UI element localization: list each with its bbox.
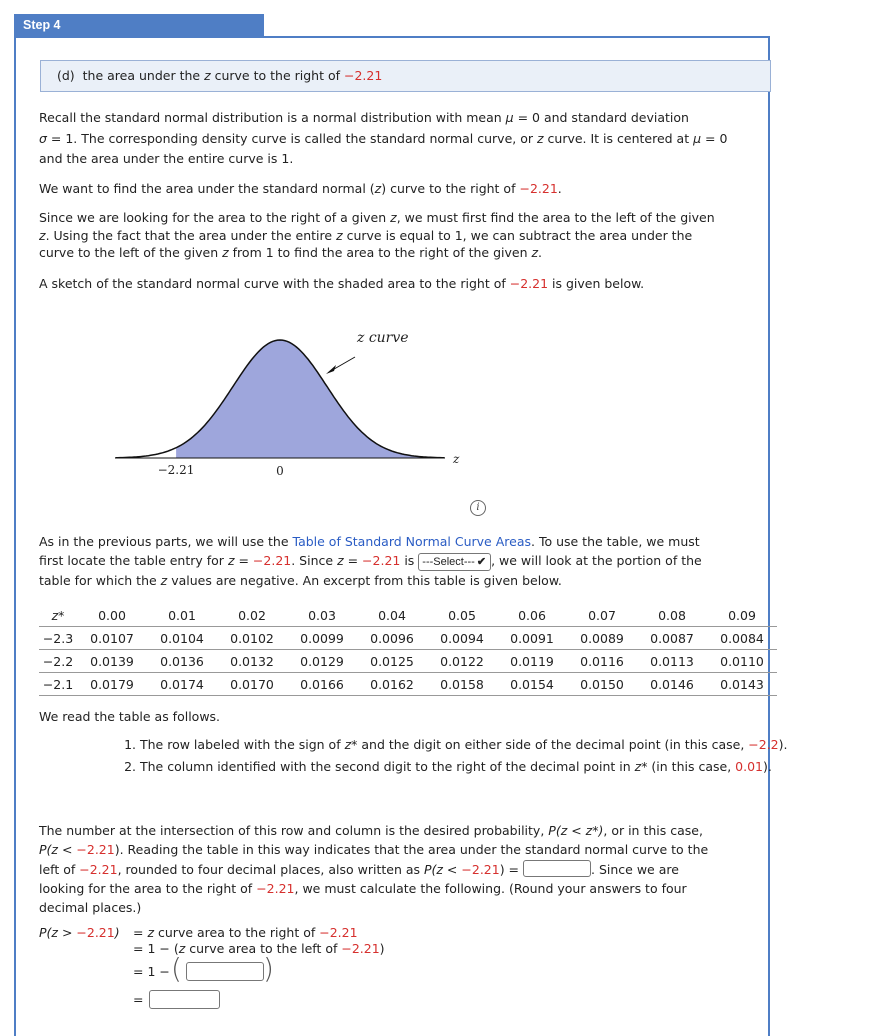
table-header-cell: 0.01 xyxy=(147,604,217,627)
step-text: (in this case, xyxy=(647,758,736,774)
table-cell: 0.0107 xyxy=(77,627,147,650)
table-row xyxy=(39,627,777,650)
table-cell: 0.0102 xyxy=(217,627,287,650)
table-cell: 0.0174 xyxy=(147,673,217,696)
table-cell: 0.0084 xyxy=(707,627,777,650)
shaded-area xyxy=(176,340,444,458)
tick-label-left: −2.21 xyxy=(157,463,195,477)
table-header-cell: 0.06 xyxy=(497,604,567,627)
table-link[interactable]: Table of Standard Normal Curve Areas xyxy=(292,534,531,549)
equals-sign: = xyxy=(133,925,144,940)
sign-select[interactable] xyxy=(418,553,491,571)
z-value: −2.21 xyxy=(461,861,500,877)
intersection-text: , or in this case, xyxy=(603,823,703,838)
intersection-text: ) = xyxy=(499,861,524,877)
part-label: (d) xyxy=(57,68,75,83)
mu-symbol: μ xyxy=(505,110,514,125)
table-cell: −2.2 xyxy=(39,650,77,673)
recall-text: curve. It is centered at xyxy=(543,130,694,146)
left-paren: ( xyxy=(171,952,182,985)
table-header-cell: 0.05 xyxy=(427,604,497,627)
probability-expr: P(z < z*) xyxy=(548,823,604,838)
steps-list xyxy=(100,736,790,779)
left-area-input[interactable] xyxy=(523,860,591,877)
table-cell: 0.0091 xyxy=(497,627,567,650)
z-value: −2.21 xyxy=(256,880,295,896)
z-star-symbol: z* xyxy=(634,758,648,774)
intersection-text: looking for the area to the right of xyxy=(39,880,257,896)
table-row xyxy=(39,673,777,696)
recall-text: = 0 and standard deviation xyxy=(513,110,689,125)
table-cell: 0.0104 xyxy=(147,627,217,650)
chevron-down-icon: ✔ xyxy=(476,556,487,568)
sigma-symbol: σ xyxy=(39,130,47,146)
table-header-row xyxy=(39,604,777,627)
previous-text: first locate the table entry for xyxy=(39,553,228,568)
equation-text: curve area to the right of xyxy=(154,925,320,940)
want-text: ) curve to the right of xyxy=(381,181,520,196)
table-cell: 0.0099 xyxy=(287,627,357,650)
recall-text: = 1. The corresponding density curve is called the standard normal curve, or xyxy=(46,130,537,146)
since-text: . Using the fact that the area under the entire xyxy=(45,227,337,243)
step-tab xyxy=(14,14,264,36)
recall-text: = 0 xyxy=(701,130,728,146)
list-item xyxy=(140,758,790,776)
info-icon[interactable] xyxy=(470,500,486,516)
since-text: curve to the left of the given xyxy=(39,245,223,260)
table-cell: 0.0154 xyxy=(497,673,567,696)
equation-line-1 xyxy=(133,924,358,941)
z-symbol: z xyxy=(536,130,544,146)
step-text: ). xyxy=(778,737,788,752)
previous-text: , we will look at the portion of the xyxy=(491,553,702,568)
table-header-cell: 0.02 xyxy=(217,604,287,627)
equation-text: 1 − xyxy=(147,964,170,979)
z-table xyxy=(39,604,777,696)
table-cell: 0.0139 xyxy=(77,650,147,673)
z-symbol: z xyxy=(374,181,382,196)
part-prompt xyxy=(40,60,771,92)
table-cell: 0.0143 xyxy=(707,673,777,696)
table-cell: 0.0166 xyxy=(287,673,357,696)
z-symbol: z xyxy=(336,227,343,243)
previous-text: . To use the table, we must xyxy=(531,534,700,549)
since-text: . xyxy=(538,245,543,260)
recall-paragraph xyxy=(39,108,749,170)
select-value: ---Select--- xyxy=(422,556,475,568)
table-header-cell: 0.00 xyxy=(77,604,147,627)
equation-line-4 xyxy=(133,991,143,1008)
previous-text: = xyxy=(234,553,253,568)
sketch-text: A sketch of the standard normal curve with the shaded area to the right of xyxy=(39,276,510,291)
probability-expr: P(z < xyxy=(423,861,462,877)
z-symbol: z xyxy=(222,245,229,260)
want-text: . xyxy=(557,181,562,196)
z-symbol: z xyxy=(227,553,235,568)
z-symbol: z xyxy=(160,573,168,588)
step-text: ). xyxy=(762,758,772,774)
z-symbol: z xyxy=(39,227,46,243)
intersection-text: . Since we are xyxy=(591,861,679,877)
since-text: , we must first find the area to the left of the given xyxy=(396,210,715,225)
axis-label: z xyxy=(453,452,460,466)
z-symbol: z xyxy=(531,245,539,260)
read-paragraph xyxy=(39,707,749,728)
step-label: Step 4 xyxy=(23,18,61,32)
intersection-text: , rounded to four decimal places, also written as xyxy=(117,861,424,877)
column-value: 0.01 xyxy=(735,758,763,774)
z-symbol: z xyxy=(337,553,344,568)
info-glyph: i xyxy=(476,502,480,513)
since-text: Since we are looking for the area to the right of a given xyxy=(39,210,391,225)
table-cell: 0.0136 xyxy=(147,650,217,673)
previous-paragraph xyxy=(39,532,749,590)
z-value: −2.21 xyxy=(362,553,401,568)
equation-text: curve area to the left of xyxy=(185,941,342,956)
normal-curve-figure xyxy=(100,320,480,490)
z-value: −2.21 xyxy=(76,842,115,858)
table-header-cell: 0.07 xyxy=(567,604,637,627)
recall-text: and the area under the entire curve is 1. xyxy=(39,151,294,166)
table-header-cell: 0.08 xyxy=(637,604,707,627)
since-text: curve is equal to 1, we can subtract the area under the xyxy=(342,227,693,243)
table-cell: 0.0170 xyxy=(217,673,287,696)
table-cell: 0.0096 xyxy=(357,627,427,650)
curve-pointer-arrowhead xyxy=(326,365,336,374)
probability-expr: ) xyxy=(114,925,120,940)
intersection-text: , we must calculate the following. (Round your answers to four xyxy=(294,880,687,896)
intersection-paragraph xyxy=(39,821,749,917)
table-header-cell: 0.04 xyxy=(357,604,427,627)
equation-line-3 xyxy=(133,963,170,980)
mu-symbol: μ xyxy=(693,130,702,146)
part-z-value: −2.21 xyxy=(343,68,383,83)
table-cell: −2.3 xyxy=(39,627,77,650)
z-value: −2.21 xyxy=(519,181,558,196)
table-cell: 0.0146 xyxy=(637,673,707,696)
part-text: the area under the xyxy=(82,68,205,83)
row-value: −2.2 xyxy=(748,737,779,752)
previous-text: is xyxy=(400,553,419,568)
z-value: −2.21 xyxy=(509,276,549,291)
table-cell: 0.0119 xyxy=(497,650,567,673)
step-text: The column identified with the second digit to the right of the decimal point in xyxy=(140,758,635,774)
final-answer-input[interactable] xyxy=(149,990,220,1009)
table-row xyxy=(39,650,777,673)
probability-expr: P(z < xyxy=(39,842,77,858)
previous-text: values are negative. An excerpt from this table is given below. xyxy=(167,573,562,588)
table-cell: 0.0129 xyxy=(287,650,357,673)
table-cell: 0.0125 xyxy=(357,650,427,673)
table-header-cell: 0.03 xyxy=(287,604,357,627)
z-star-symbol: z* xyxy=(344,737,358,752)
recall-text: Recall the standard normal distribution is a normal distribution with mean xyxy=(39,110,506,125)
table-header-cell: 0.09 xyxy=(707,604,777,627)
table-cell: 0.0162 xyxy=(357,673,427,696)
previous-text: . Since xyxy=(291,553,338,568)
z-value: −2.21 xyxy=(76,925,115,940)
intersection-text: left of xyxy=(39,861,80,877)
probability-expr: P(z > xyxy=(39,925,77,940)
step-text: The row labeled with the sign of xyxy=(140,737,345,752)
table-header-cell: z* xyxy=(51,607,65,623)
table-cell: 0.0094 xyxy=(427,627,497,650)
z-symbol: z xyxy=(147,925,155,940)
intersection-text: ). Reading the table in this way indicates that the area under the standard normal curve to the xyxy=(114,842,709,858)
z-symbol: z xyxy=(390,210,397,225)
equals-sign: = xyxy=(133,992,144,1007)
z-value: −2.21 xyxy=(341,941,380,956)
table-cell: 0.0158 xyxy=(427,673,497,696)
equation-text: 1 − ( xyxy=(147,941,179,956)
right-paren: ) xyxy=(263,952,274,985)
table-cell: 0.0113 xyxy=(637,650,707,673)
step-text: and the digit on either side of the decimal point (in this case, xyxy=(357,737,749,752)
z-value: −2.21 xyxy=(319,925,358,940)
equals-sign: = xyxy=(133,941,144,956)
table-cell: −2.1 xyxy=(39,673,77,696)
table-cell: 0.0150 xyxy=(567,673,637,696)
z-value: −2.21 xyxy=(79,861,118,877)
table-cell: 0.0116 xyxy=(567,650,637,673)
equals-sign: = xyxy=(133,964,144,979)
list-item xyxy=(140,736,790,754)
table-cell: 0.0122 xyxy=(427,650,497,673)
want-text: We want to find the area under the standard normal ( xyxy=(39,181,375,196)
table-cell: 0.0089 xyxy=(567,627,637,650)
equation-text: ) xyxy=(379,941,385,956)
part-text-b: curve to the right of xyxy=(210,68,344,83)
equation-lhs xyxy=(39,924,120,941)
intersection-text: The number at the intersection of this row and column is the desired probability, xyxy=(39,823,549,838)
sketch-text: is given below. xyxy=(548,276,645,291)
previous-text: = xyxy=(343,553,363,568)
previous-text: table for which the xyxy=(39,573,161,588)
part-z: z xyxy=(204,68,211,83)
z-symbol: z xyxy=(178,941,186,956)
table-cell: 0.0179 xyxy=(77,673,147,696)
since-paragraph xyxy=(39,209,749,262)
previous-text: As in the previous parts, we will use the xyxy=(39,534,293,549)
want-paragraph xyxy=(39,179,749,200)
since-text: from 1 to find the area to the right of the given xyxy=(228,245,532,260)
table-cell: 0.0110 xyxy=(707,650,777,673)
tick-label-center: 0 xyxy=(276,464,284,478)
read-text: We read the table as follows. xyxy=(39,709,221,724)
table-cell: 0.0132 xyxy=(217,650,287,673)
curve-label: z curve xyxy=(357,330,409,346)
table-cell: 0.0087 xyxy=(637,627,707,650)
z-value: −2.21 xyxy=(252,553,292,568)
complement-input[interactable] xyxy=(186,962,264,981)
sketch-paragraph xyxy=(39,274,749,295)
intersection-text: decimal places.) xyxy=(39,900,142,916)
